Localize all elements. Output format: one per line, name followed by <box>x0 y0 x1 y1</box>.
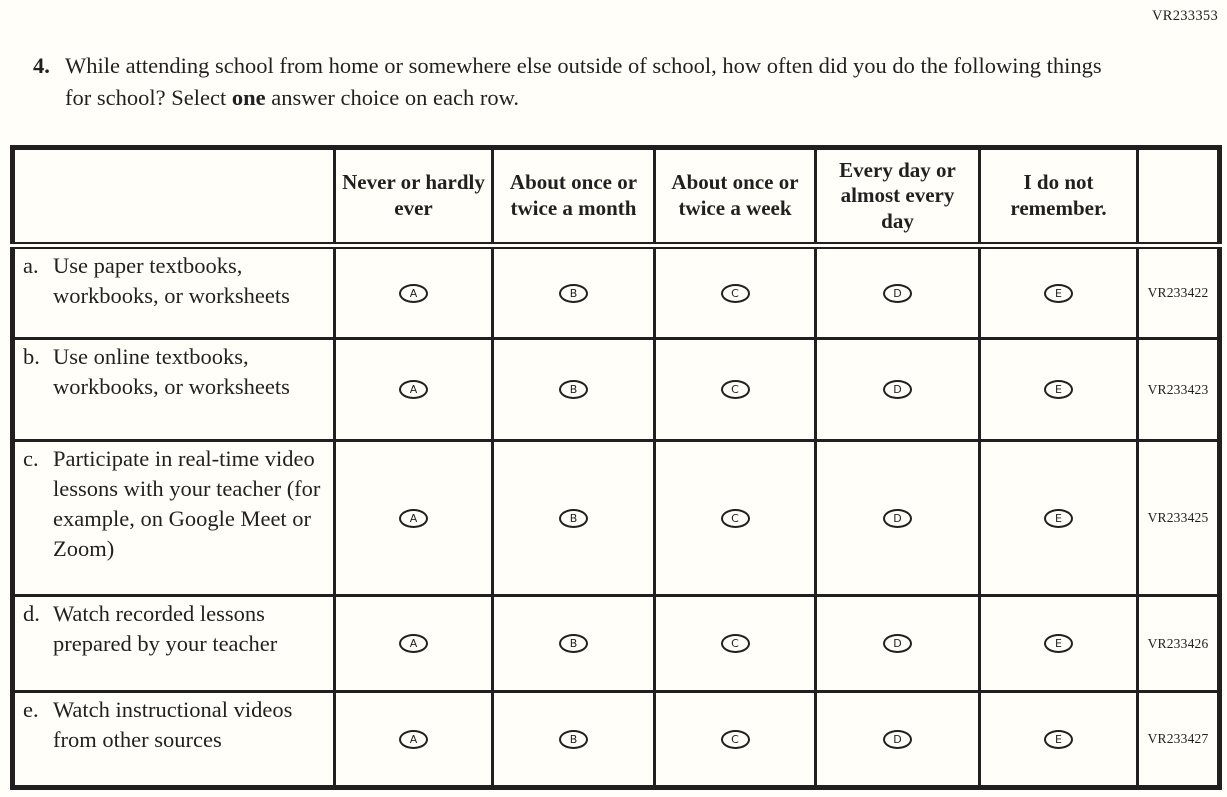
option-bubble-d[interactable]: D <box>883 509 912 528</box>
row-label-cell <box>13 441 335 596</box>
header-row <box>13 148 1220 246</box>
option-bubble-b[interactable]: B <box>559 634 588 653</box>
option-bubble-e[interactable]: E <box>1044 509 1073 528</box>
header-code-cell <box>1138 148 1220 246</box>
option-bubble-a[interactable]: A <box>399 284 428 303</box>
option-bubble-b[interactable]: B <box>559 284 588 303</box>
option-bubble-e[interactable]: E <box>1044 380 1073 399</box>
question-number: 4. <box>33 53 50 78</box>
column-header-once-twice-week: About once or twice a week <box>655 148 816 246</box>
option-cell <box>335 441 493 596</box>
option-cell <box>816 246 980 339</box>
option-cell <box>816 339 980 441</box>
row-code: VR233422 <box>1138 246 1220 339</box>
row-letter: c. <box>23 446 39 471</box>
row-label-cell <box>13 339 335 441</box>
option-bubble-a[interactable]: A <box>399 730 428 749</box>
row-code: VR233427 <box>1138 692 1220 788</box>
option-bubble-d[interactable]: D <box>883 284 912 303</box>
column-header-once-twice-month: About once or twice a month <box>493 148 655 246</box>
option-bubble-c[interactable]: C <box>721 730 750 749</box>
response-grid <box>10 145 1222 790</box>
option-cell <box>816 441 980 596</box>
option-cell <box>335 596 493 692</box>
option-bubble-b[interactable]: B <box>559 730 588 749</box>
row-letter: a. <box>23 253 39 278</box>
question-text-start: While attending school from home or somewhere else outside of school, how often did you do the following things for school? Select <box>65 53 1102 110</box>
form-code: VR233353 <box>1151 8 1218 24</box>
table-row <box>13 339 1220 441</box>
option-cell <box>655 339 816 441</box>
option-cell <box>980 339 1138 441</box>
option-cell <box>335 692 493 788</box>
option-cell <box>335 339 493 441</box>
option-cell <box>655 441 816 596</box>
row-label-cell <box>13 596 335 692</box>
row-label: Use paper textbooks, workbooks, or worksheets <box>53 253 290 308</box>
option-bubble-a[interactable]: A <box>399 509 428 528</box>
option-cell <box>493 596 655 692</box>
option-bubble-b[interactable]: B <box>559 380 588 399</box>
column-header-every-day: Every day or almost every day <box>816 148 980 246</box>
header-empty-cell <box>13 148 335 246</box>
option-cell <box>493 246 655 339</box>
option-bubble-c[interactable]: C <box>721 509 750 528</box>
row-letter: e. <box>23 697 39 722</box>
option-bubble-e[interactable]: E <box>1044 730 1073 749</box>
option-cell <box>980 441 1138 596</box>
option-cell <box>493 441 655 596</box>
option-bubble-c[interactable]: C <box>721 380 750 399</box>
option-cell <box>980 246 1138 339</box>
option-cell <box>980 596 1138 692</box>
table-row <box>13 441 1220 596</box>
option-cell <box>655 246 816 339</box>
table-row <box>13 246 1220 339</box>
option-cell <box>980 692 1138 788</box>
row-letter: b. <box>23 344 40 369</box>
option-bubble-d[interactable]: D <box>883 730 912 749</box>
row-label: Watch recorded lessons prepared by your teacher <box>53 601 278 656</box>
row-code: VR233423 <box>1138 339 1220 441</box>
option-bubble-b[interactable]: B <box>559 509 588 528</box>
option-cell <box>816 692 980 788</box>
option-bubble-d[interactable]: D <box>883 380 912 399</box>
table-row <box>13 596 1220 692</box>
question-bold-word: one <box>231 84 266 110</box>
row-label-cell <box>13 692 335 788</box>
option-bubble-a[interactable]: A <box>399 634 428 653</box>
table-row <box>13 692 1220 788</box>
option-bubble-c[interactable]: C <box>721 634 750 653</box>
row-label: Watch instructional videos from other sources <box>53 697 293 752</box>
column-header-do-not-remember: I do not remember. <box>980 148 1138 246</box>
row-code: VR233426 <box>1138 596 1220 692</box>
option-bubble-e[interactable]: E <box>1044 634 1073 653</box>
row-label: Participate in real-time video lessons with your teacher (for example, on Google Meet or Zoom) <box>53 446 321 561</box>
row-label-cell <box>13 246 335 339</box>
option-cell <box>493 339 655 441</box>
row-label: Use online textbooks, workbooks, or worksheets <box>53 344 290 399</box>
option-bubble-a[interactable]: A <box>399 380 428 399</box>
column-header-never: Never or hardly ever <box>335 148 493 246</box>
row-code: VR233425 <box>1138 441 1220 596</box>
option-bubble-d[interactable]: D <box>883 634 912 653</box>
option-cell <box>655 596 816 692</box>
question <box>33 50 1108 114</box>
row-letter: d. <box>23 601 40 626</box>
question-text <box>65 50 1108 114</box>
option-bubble-c[interactable]: C <box>721 284 750 303</box>
question-text-end: answer choice on each row. <box>265 84 519 110</box>
option-cell <box>493 692 655 788</box>
option-bubble-e[interactable]: E <box>1044 284 1073 303</box>
option-cell <box>816 596 980 692</box>
option-cell <box>335 246 493 339</box>
option-cell <box>655 692 816 788</box>
